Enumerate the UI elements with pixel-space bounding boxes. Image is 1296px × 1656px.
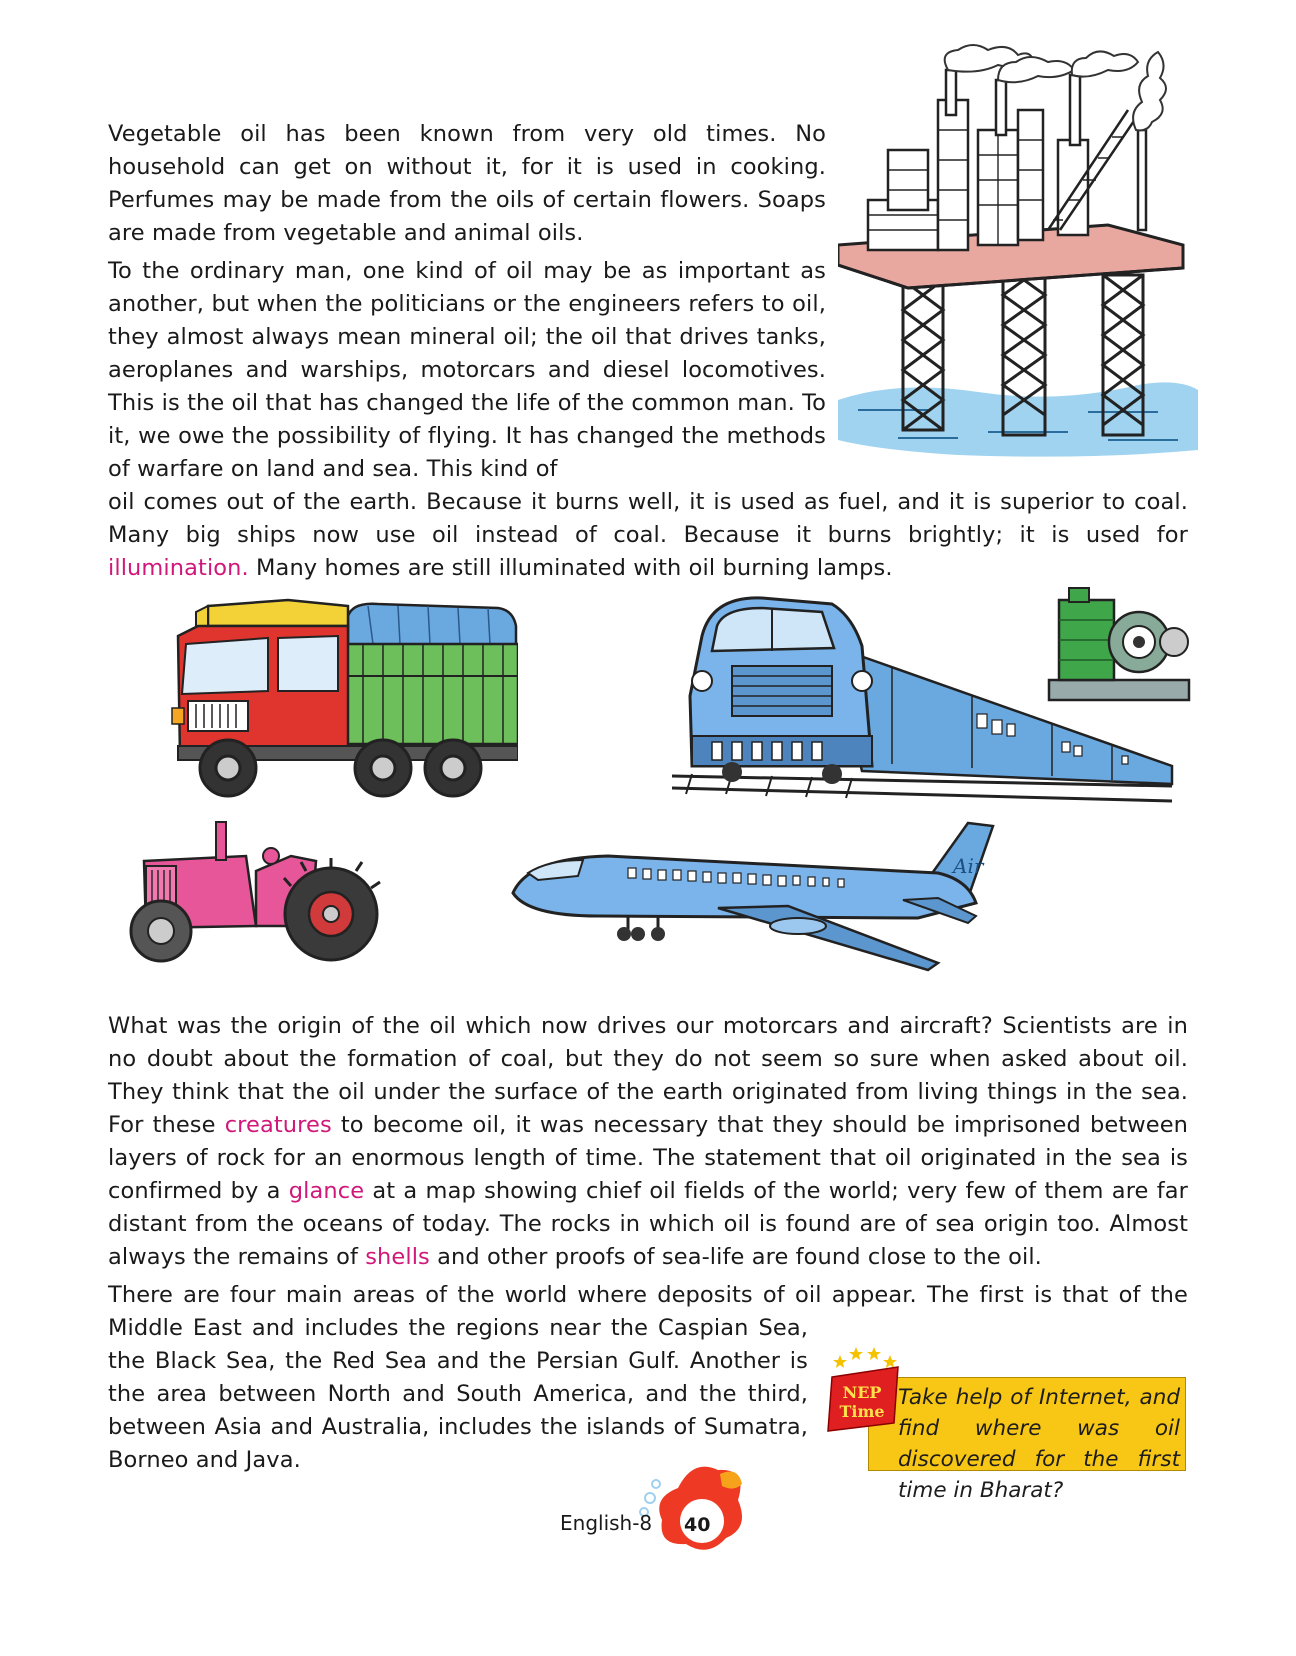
truck-illustration (168, 596, 518, 801)
paragraph-vegetable-oil: Vegetable oil has been known from very old times. No household can get on without it, for it is used in cooking. Perfumes may be made from the oils of certain flowers. Soaps are made from vegetable and animal oils. (108, 121, 826, 246)
paragraph-oil-fuel (108, 486, 1188, 585)
tractor-illustration (106, 816, 381, 966)
paragraph-oil-areas-line1: There are four main areas of the world where deposits of oil appear. The first is that of the (108, 1282, 1188, 1308)
paragraph-mineral-oil: To the ordinary man, one kind of oil may be as important as another, but when the politicians or the engineers refers to oil, they almost always mean mineral oil; the oil that drives tanks, aeroplanes and warships, motorcars and diesel locomotives. This is the oil that has changed the life of the common man. To it, we owe the possibility of flying. It has changed the methods of warfare on land and sea. This kind of (108, 258, 826, 482)
text-segment: What was the origin of the oil which now drives our motorcars and aircraft? Scientists are in no doubt about the formation of coal, but they do not seem so sure when asked about oil. They think that the oil under the surface of the earth originated from living things in the sea. For these (108, 1013, 1188, 1138)
text-segment: Many homes are still illuminated with oil burning lamps. (248, 555, 893, 581)
highlight-word-glance: glance (288, 1178, 365, 1204)
page-number-blob (638, 1458, 750, 1558)
highlight-word-illumination: illumination. (108, 555, 249, 581)
plane-tail-logo: Air (953, 854, 984, 878)
text-segment: oil comes out of the earth. Because it burns well, it is used as fuel, and it is superior to coal. Many big ships now use oil instead of coal. Because it burns brightly; it is used for (108, 489, 1188, 548)
nep-time-badge (826, 1345, 906, 1437)
nep-time-text: Take help of Internet, and find where was oil discovered for the first time in Bharat? (898, 1385, 1180, 1503)
text-segment: to become oil, it was necessary that they should be imprisoned between layers of rock for an enormous length of time. The statement that oil originated in the sea is confirmed by a (108, 1112, 1189, 1204)
diesel-engine-illustration (1044, 580, 1192, 708)
paragraph-oil-areas: Middle East and includes the regions near the Caspian Sea, the Black Sea, the Red Sea and the Persian Gulf. Another is the area between North and South America, and the third, between Asia and Australia, includes the islands of Sumatra, Borneo and Java. (108, 1315, 808, 1473)
aeroplane-illustration (498, 818, 1018, 988)
footer-book-label: English-8 (560, 1511, 653, 1535)
star-icon (833, 1347, 897, 1368)
text-segment: and other proofs of sea-life are found close to the oil. (429, 1244, 1042, 1270)
oil-rig-illustration (838, 40, 1198, 460)
highlight-word-creatures: creatures (224, 1112, 332, 1138)
nep-badge-line2: Time (839, 1402, 885, 1421)
page-number: 40 (684, 1514, 711, 1536)
paragraph-origin-of-oil (108, 1010, 1188, 1274)
nep-badge-line1: NEP (842, 1383, 882, 1402)
text-segment: at a map showing chief oil fields of the world; very few of them are far distant from the oceans of today. The rocks in which oil is found are of sea origin too. Almost always the remains of (108, 1178, 1188, 1270)
highlight-word-shells: shells (365, 1244, 430, 1270)
